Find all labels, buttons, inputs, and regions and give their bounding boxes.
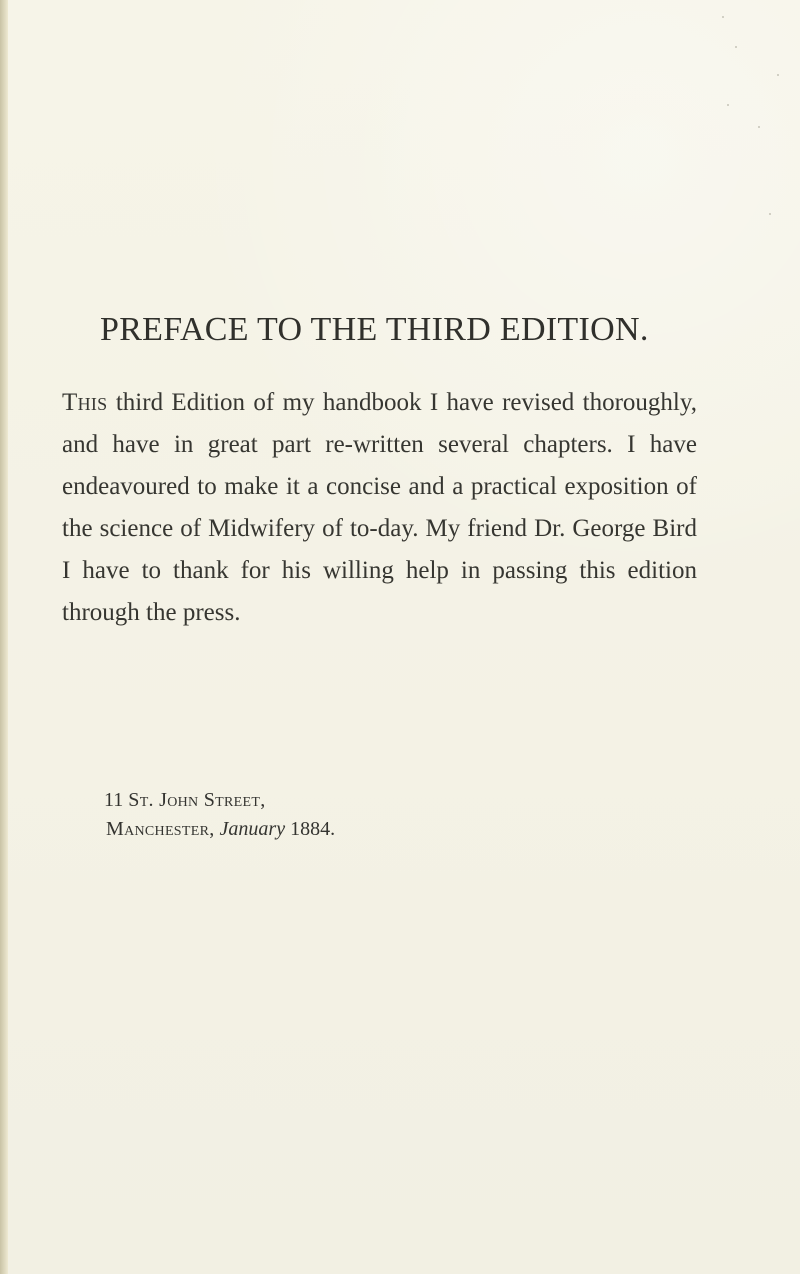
address-number: 11 <box>104 789 124 811</box>
page-spine <box>0 0 8 1274</box>
paper-speck <box>727 104 729 106</box>
paper-speck <box>758 126 760 128</box>
city-name: Manchester, <box>106 818 215 840</box>
address-line <box>104 786 534 815</box>
date-month: January <box>219 818 286 840</box>
date-year: 1884. <box>290 818 336 840</box>
body-text: third Edition of my handbook I have revised thoroughly, and have in great part re-written several chapters. I have endeavoured to make it a concise and a practical exposition of the science of Midwifery of to-day. My friend Dr. George Bird I have to thank for his willing help in passing this edition through the press. <box>62 389 697 626</box>
paper-speck <box>722 16 724 18</box>
paper-speck <box>777 74 779 76</box>
paper-speck <box>735 46 737 48</box>
street-name: St. John Street, <box>128 789 266 811</box>
preface-body <box>62 382 697 634</box>
place-date-line <box>106 815 534 844</box>
paper-speck <box>769 213 771 215</box>
preface-title: PREFACE TO THE THIRD EDITION. <box>100 311 649 348</box>
signature-block <box>104 786 534 844</box>
body-lead-word: This <box>62 389 108 416</box>
